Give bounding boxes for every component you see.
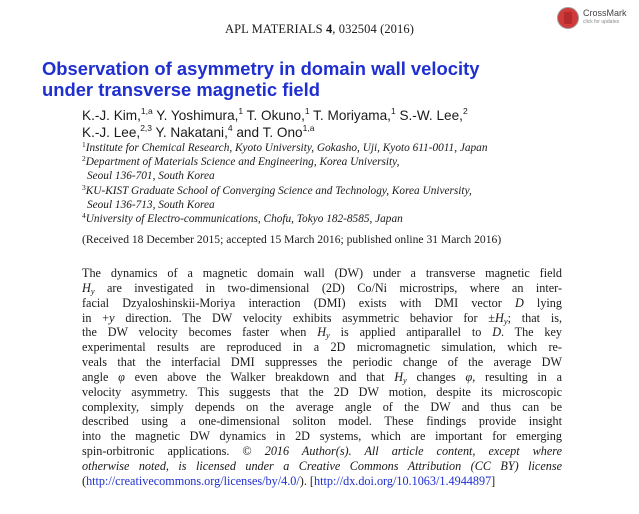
author: S.-W. Lee, (395, 108, 463, 123)
author-sup: 2 (462, 106, 468, 116)
abstract-line: $H_y$ are investigated in two-dimensional (2D) Co/Ni microstrips, where an inter- (82, 280, 562, 296)
author: T. Moriyama, (309, 108, 391, 123)
author: Y. Nakatani, (152, 124, 228, 140)
abstract-line: in +y direction. The DW velocity exhibits asymmetric behavior for $\pm H_y$; that is, (82, 310, 563, 326)
abstract-line: into the magnetic DW dynamics in 2D systems, which are important for emerging (82, 429, 562, 444)
author-sup: 1 (238, 106, 244, 116)
author-list (82, 108, 468, 141)
abstract-line: experimental results are reproduced in a 2D micromagnetic simulation, which re- (82, 340, 562, 355)
title-line: under transverse magnetic field (42, 79, 320, 100)
abstract-line: angle φ even above the Walker breakdown and that $H_y$ changes φ, resulting in a (82, 369, 562, 385)
crossmark-badge[interactable] (557, 6, 629, 32)
author: Y. Yoshimura, (152, 108, 239, 123)
abstract (82, 266, 562, 489)
author-sup: 1 (304, 106, 310, 116)
abstract-line: velocity asymmetry. This suggests that the 2D DW motion, despite its microscopic (82, 384, 562, 399)
crossmark-label: CrossMark (583, 8, 627, 18)
author-sup: 1 (390, 106, 396, 116)
crossmark-sub: click for updates (583, 19, 620, 25)
license-link[interactable]: http://creativecommons.org/licenses/by/4.0/ (86, 473, 300, 488)
author-sup: 4 (227, 122, 233, 133)
journal-volume: 4 (325, 22, 333, 36)
abstract-line: described using a one-dimensional soliton model. These findings provide insight (82, 414, 562, 429)
title-line: Observation of asymmetry in domain wall velocity (42, 58, 480, 79)
journal-name: APL MATERIALS (224, 22, 323, 36)
journal-article: , 032504 (2016) (332, 22, 414, 36)
author: and T. Ono (232, 124, 303, 140)
author-sup: 1,a (302, 122, 315, 133)
abstract-line: The dynamics of a magnetic domain wall (DW) under a transverse magnetic field (82, 266, 562, 280)
crossmark-icon (557, 7, 579, 29)
doi-link[interactable]: http://dx.doi.org/10.1063/1.4944897 (313, 473, 492, 488)
affiliation: $^2$Department of Materials Science and Engineering, Korea University, (82, 154, 400, 169)
affiliation: $^1$Institute for Chemical Research, Kyoto University, Gokasho, Uji, Kyoto 611-0011, Japan (82, 140, 488, 154)
abstract-line: facial Dzyaloshinskii-Moriya interaction (DMI) exists with DMI vector D lying (82, 295, 562, 310)
abstract-line: (http://creativecommons.org/licenses/by/4.0/). [http://dx.doi.org/10.1063/1.4944897] (82, 473, 496, 488)
author-line (82, 122, 468, 142)
author: K.-J. Kim, (82, 108, 141, 123)
author-sup: 1,a (140, 106, 153, 116)
journal-header (0, 22, 639, 37)
received-dates: (Received 18 December 2015; accepted 15 March 2016; published online 31 March 2016) (82, 233, 502, 246)
abstract-line: the DW velocity becomes faster when $H_y$ is applied antiparallel to D. The key (82, 325, 562, 341)
abstract-line: otherwise noted, is licensed under a Creative Commons Attribution (CC BY) license (82, 458, 562, 473)
author-sup: 2,3 (140, 122, 153, 133)
author: K.-J. Lee, (82, 124, 141, 140)
article-title (42, 58, 602, 100)
abstract-line: complexity, simply depends on the average angle of the DW and thus can be (82, 399, 562, 414)
affiliation-cont: Seoul 136-701, South Korea (87, 170, 215, 183)
affiliation-cont: Seoul 136-713, South Korea (87, 198, 215, 211)
author: T. Okuno, (243, 108, 305, 123)
affiliation: $^3$KU-KIST Graduate School of Converging Science and Technology, Korea University, (82, 182, 472, 197)
affiliation: $^4$University of Electro-communications, Chofu, Tokyo 182-8585, Japan (82, 211, 403, 226)
abstract-line: veals that the interfacial DMI suppresses the periodic change of the average DW (82, 355, 562, 370)
affiliations (82, 141, 487, 226)
abstract-line: spin-orbitronic applications. © 2016 Author(s). All article content, except where (82, 444, 562, 459)
